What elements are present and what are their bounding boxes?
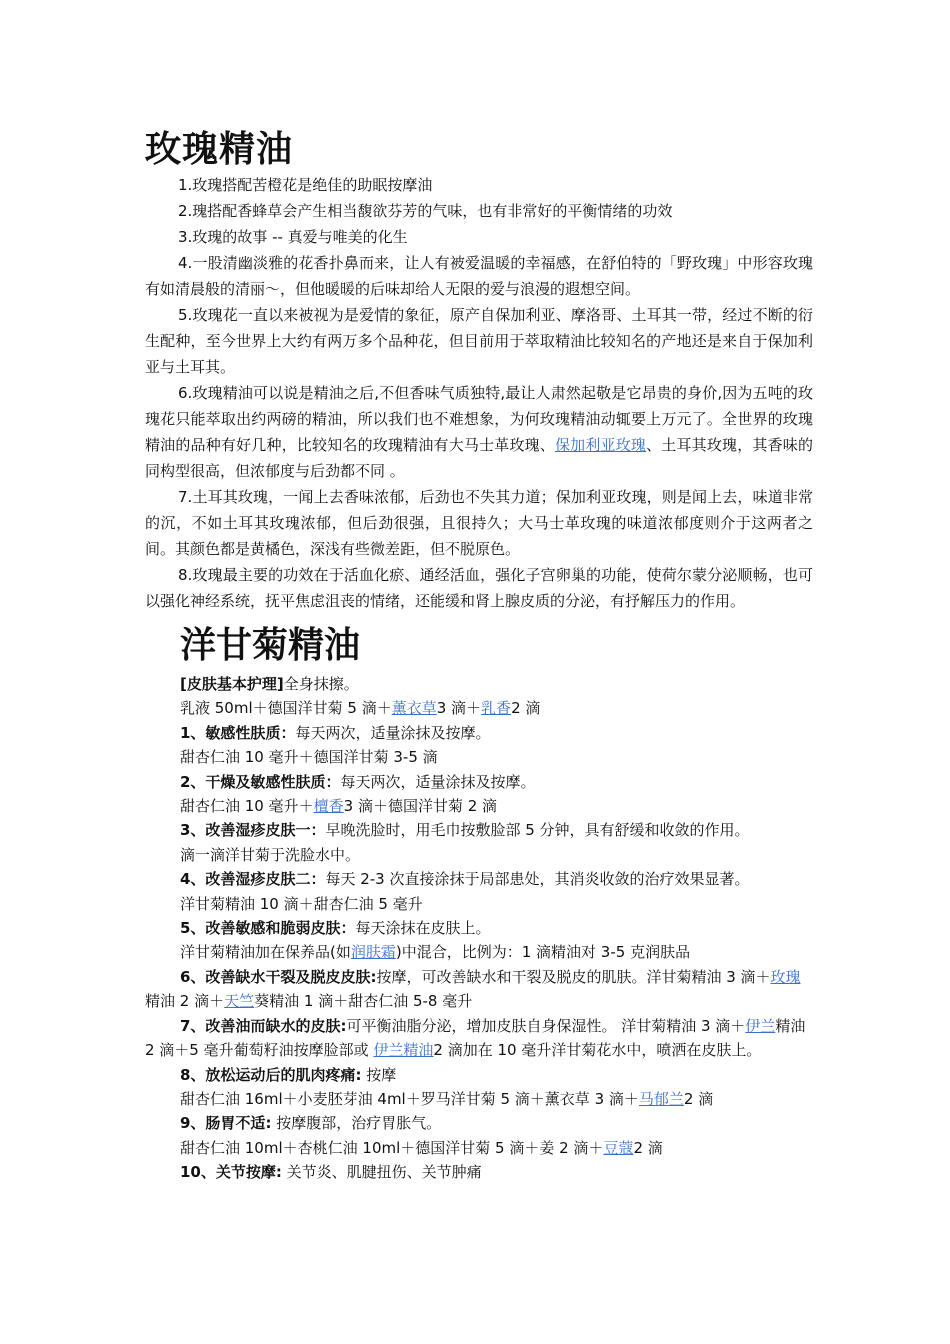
step-7-paragraph: 7、改善油而缺水的皮肤:可平衡油脂分泌，增加皮肤自身保湿性。 洋甘菊精油 3 滴＋伊兰精油 2 滴＋5 毫升葡萄籽油按摩脸部或 伊兰精油2 滴加在 10 毫升洋甘菊花水中，喷洒在皮肤上。 — [145, 1016, 806, 1060]
step-4-recipe: 洋甘菊精油 10 滴＋甜杏仁油 5 毫升 — [180, 894, 423, 913]
step-9-heading: 9、肠胃不适: 按摩腹部，治疗胃胀气。 — [180, 1114, 442, 1133]
rose-section — [145, 172, 813, 614]
basic-care-recipe: 乳液 50ml＋德国洋甘菊 5 滴＋薰衣草3 滴＋乳香2 滴 — [180, 699, 541, 718]
basic-care-heading: [皮肤基本护理]全身抹擦。 — [180, 675, 359, 693]
step-5-recipe: 洋甘菊精油加在保养品(如润肤霜)中混合，比例为：1 滴精油对 3-5 克润肤品 — [180, 943, 691, 962]
moisturizer-link[interactable]: 润肤霜 — [350, 943, 396, 962]
rose-item-3: 3.玫瑰的故事 -- 真爱与唯美的化生 — [178, 228, 408, 246]
cardamom-link[interactable]: 豆蔻 — [603, 1138, 634, 1157]
lavender-link[interactable]: 薰衣草 — [391, 699, 437, 718]
step-2-recipe: 甜杏仁油 10 毫升＋檀香3 滴＋德国洋甘菊 2 滴 — [180, 797, 498, 816]
rose-item-8: 8.玫瑰最主要的功效在于活血化瘀、通经活血，强化子宫卵巢的功能，使荷尔蒙分泌顺畅，也可以强化神经系统，抚平焦虑沮丧的情绪，还能缓和肾上腺皮质的分泌，有抒解压力的作用。 — [145, 566, 813, 610]
frankincense-link[interactable]: 乳香 — [481, 699, 512, 718]
rose-item-6: 6.玫瑰精油可以说是精油之后,不但香味气质独特,最让人肃然起敬是它昂贵的身价,因为五吨的玫瑰花只能萃取出约两磅的精油，所以我们也不难想象，为何玫瑰精油动辄要上万元了。全世界的玫瑰精油的品种有好几种，比较知名的玫瑰精油有大马士革玫瑰、保加利亚玫瑰、土耳其玫瑰，其香味的同构型很高，但浓郁度与后劲都不同 。 — [145, 384, 813, 480]
step-8-recipe: 甜杏仁油 16ml＋小麦胚芽油 4ml＋罗马洋甘菊 5 滴＋薰衣草 3 滴＋马郁兰2 滴 — [180, 1089, 714, 1108]
step-4-heading: 4、改善湿疹皮肤二：每天 2-3 次直接涂抹于局部患处，其消炎收敛的治疗效果显著。 — [180, 870, 750, 889]
step-8-heading: 8、放松运动后的肌肉疼痛: 按摩 — [180, 1065, 397, 1084]
rose-item-5: 5.玫瑰花一直以来被视为是爱情的象征，原产自保加利亚、摩洛哥、土耳其一带，经过不断的衍生配种，至今世界上大约有两万多个品种花，但目前用于萃取精油比较知名的产地还是来自于保加利亚与土耳其。 — [145, 306, 813, 376]
step-5-heading: 5、改善敏感和脆弱皮肤：每天涂抹在皮肤上。 — [180, 919, 491, 938]
ylang-link[interactable]: 伊兰 — [745, 1016, 776, 1035]
step-3-heading: 3、改善湿疹皮肤一：早晚洗脸时，用毛巾按敷脸部 5 分钟，具有舒缓和收敛的作用。 — [180, 821, 750, 840]
geranium-link[interactable]: 天竺 — [224, 992, 255, 1011]
rose-item-4: 4.一股清幽淡雅的花香扑鼻而来，让人有被爱温暖的幸福感，在舒伯特的「野玫瑰」中形容玫瑰有如清晨般的清丽～，但他暖暖的后味却给人无限的爱与浪漫的遐想空间。 — [145, 254, 813, 298]
bulgarian-rose-link[interactable]: 保加利亚玫瑰 — [555, 436, 647, 454]
step-2-heading: 2、干燥及敏感性肤质：每天两次，适量涂抹及按摩。 — [180, 772, 536, 791]
rose-item-2: 2.瑰搭配香蜂草会产生相当馥欲芬芳的气味，也有非常好的平衡情绪的功效 — [178, 202, 673, 220]
rose-link[interactable]: 玫瑰 — [770, 967, 801, 986]
step-3-recipe: 滴一滴洋甘菊于洗脸水中。 — [180, 845, 361, 864]
step-1-heading: 1、敏感性肤质：每天两次，适量涂抹及按摩。 — [180, 723, 491, 742]
marjoram-link[interactable]: 马郁兰 — [638, 1089, 684, 1108]
step-1-recipe: 甜杏仁油 10 毫升＋德国洋甘菊 3-5 滴 — [180, 748, 438, 767]
rose-title: 玫瑰精油 — [145, 129, 294, 170]
rose-item-7: 7.土耳其玫瑰，一闻上去香味浓郁，后劲也不失其力道；保加利亚玫瑰，则是闻上去，味道非常的沉，不如土耳其玫瑰浓郁，但后劲很强，且很持久；大马士革玫瑰的味道浓郁度则介于这两者之间。其颜色都是黄橘色，深浅有些微差距，但不脱原色。 — [145, 488, 813, 558]
step-6-paragraph: 6、改善缺水干裂及脱皮皮肤:按摩，可改善缺水和干裂及脱皮的肌肤。洋甘菊精油 3 滴＋玫瑰精油 2 滴＋天竺葵精油 1 滴＋甜杏仁油 5-8 毫升 — [145, 967, 801, 1011]
sandalwood-link[interactable]: 檀香 — [313, 797, 344, 816]
step-10-heading: 10、关节按摩: 关节炎、肌腱扭伤、关节肿痛 — [180, 1163, 482, 1182]
chamomile-title: 洋甘菊精油 — [180, 625, 361, 666]
ylang-oil-link[interactable]: 伊兰精油 — [373, 1041, 434, 1060]
chamomile-section — [145, 672, 813, 1185]
step-9-recipe: 甜杏仁油 10ml＋杏桃仁油 10ml＋德国洋甘菊 5 滴＋姜 2 滴＋豆蔻2 滴 — [180, 1138, 663, 1157]
rose-item-1: 1.玫瑰搭配苦橙花是绝佳的助眠按摩油 — [178, 176, 433, 194]
